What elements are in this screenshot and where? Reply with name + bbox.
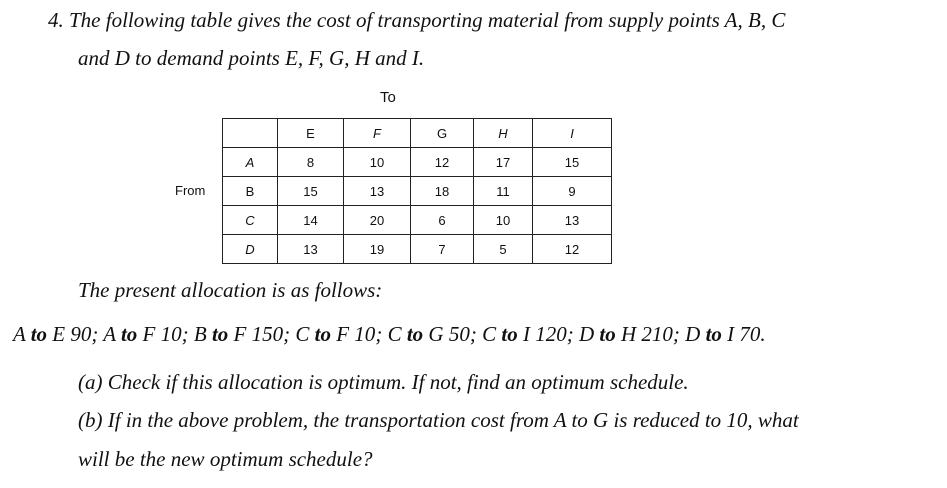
- table-row: [223, 177, 612, 206]
- row-label-d: D: [223, 235, 278, 264]
- table-corner-cell: [223, 119, 278, 148]
- column-header-f: F: [344, 119, 411, 148]
- table-cell: 20: [344, 206, 411, 235]
- column-header-i: I: [533, 119, 612, 148]
- allocation-list: A to E 90; A to F 10; B to F 150; C to F 10; C to G 50; C to I 120; D to H 210; D to I 70.: [13, 322, 766, 346]
- part-b-line-1: (b) If in the above problem, the transportation cost from A to G is reduced to 10, what: [78, 408, 799, 432]
- row-label-a: A: [223, 148, 278, 177]
- table-cell: 12: [533, 235, 612, 264]
- table-cell: 11: [474, 177, 533, 206]
- table-cell: 10: [344, 148, 411, 177]
- column-header-g: G: [411, 119, 474, 148]
- row-label-b: B: [223, 177, 278, 206]
- allocation-item: B to F 150: [193, 322, 284, 346]
- table-cell: 13: [533, 206, 612, 235]
- table-cell: 13: [278, 235, 344, 264]
- table-cell: 6: [411, 206, 474, 235]
- allocation-item: A to E 90: [13, 322, 92, 346]
- table-header-row: [223, 119, 612, 148]
- table-row: [223, 206, 612, 235]
- allocation-item: A to F 10: [103, 322, 182, 346]
- row-label-c: C: [223, 206, 278, 235]
- question-line-2: and D to demand points E, F, G, H and I.: [78, 46, 425, 70]
- allocation-item: D to I 70.: [685, 322, 766, 346]
- column-header-e: E: [278, 119, 344, 148]
- table-cell: 15: [533, 148, 612, 177]
- table-cell: 13: [344, 177, 411, 206]
- allocation-item: C to I 120: [482, 322, 567, 346]
- table-cell: 14: [278, 206, 344, 235]
- table-cell: 10: [474, 206, 533, 235]
- table-cell: 12: [411, 148, 474, 177]
- allocation-item: C to G 50: [387, 322, 470, 346]
- table-cell: 7: [411, 235, 474, 264]
- cost-table: [222, 118, 612, 264]
- table-cell: 17: [474, 148, 533, 177]
- table-cell: 9: [533, 177, 612, 206]
- part-b-line-2: will be the new optimum schedule?: [78, 447, 373, 471]
- table-cell: 8: [278, 148, 344, 177]
- from-label: From: [175, 183, 206, 198]
- table-row: [223, 235, 612, 264]
- table-cell: 19: [344, 235, 411, 264]
- allocation-item: C to F 10: [295, 322, 376, 346]
- question-line-1: 4. The following table gives the cost of transporting material from supply points A, B, C: [48, 8, 786, 32]
- table-cell: 5: [474, 235, 533, 264]
- present-allocation-heading: The present allocation is as follows:: [78, 278, 383, 302]
- table-row: [223, 148, 612, 177]
- table-cell: 15: [278, 177, 344, 206]
- to-label: To: [380, 89, 396, 106]
- table-cell: 18: [411, 177, 474, 206]
- part-a-text: (a) Check if this allocation is optimum. If not, find an optimum schedule.: [78, 370, 689, 394]
- allocation-item: D to H 210: [578, 322, 673, 346]
- column-header-h: H: [474, 119, 533, 148]
